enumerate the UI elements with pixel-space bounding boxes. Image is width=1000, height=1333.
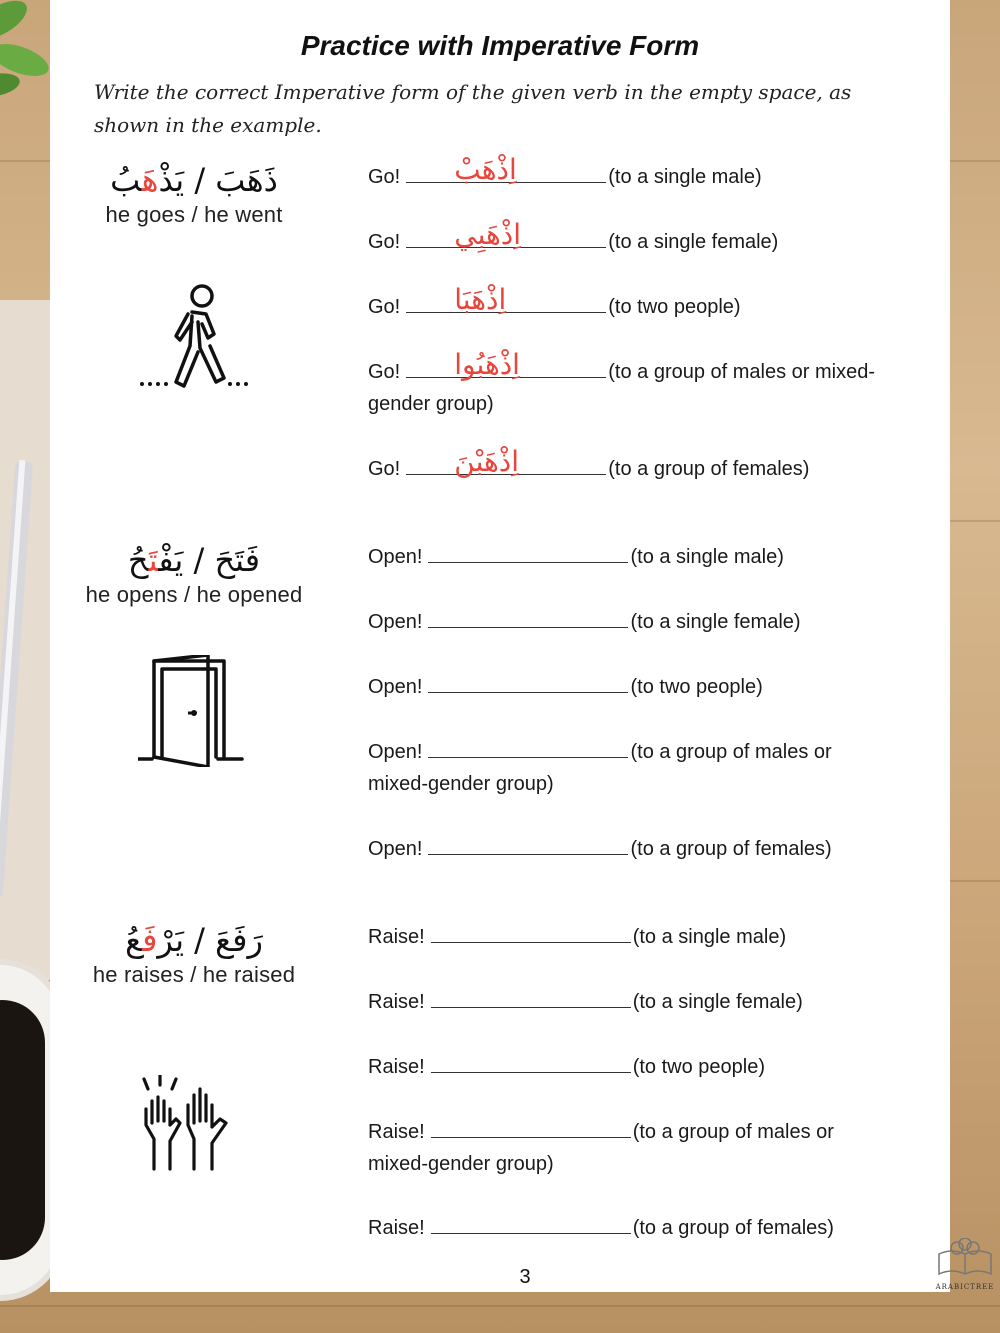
row-note: (to a group of females)	[630, 838, 832, 860]
instructions: Write the correct Imperative form of the given verb in the empty space, as shown in the example.	[94, 80, 852, 137]
row-verb: Open!	[368, 676, 423, 698]
row-verb: Go!	[368, 361, 401, 383]
row-note: (to a single female)	[632, 991, 803, 1013]
row-verb: Open!	[368, 838, 423, 860]
page-title: Practice with Imperative Form	[300, 30, 700, 61]
answer-row	[368, 445, 928, 485]
page-number: 3	[519, 1266, 531, 1288]
answer-row	[368, 670, 928, 703]
row-note: (to two people)	[608, 296, 741, 318]
row-verb: Raise!	[368, 991, 425, 1013]
row-note: (to a group of females)	[632, 1217, 834, 1239]
row-verb: Open!	[368, 611, 423, 633]
row-note: (to a single female)	[630, 611, 801, 633]
answer-blank[interactable]	[428, 832, 628, 855]
verb-block-open	[64, 540, 324, 608]
answer-row	[368, 283, 928, 323]
answer-row	[368, 540, 928, 573]
verb-english: he opens / he opened	[85, 582, 303, 607]
row-note: (to a group of males or	[632, 1121, 834, 1143]
answer-row	[368, 1115, 928, 1180]
answer-row	[368, 985, 928, 1018]
answer-blank[interactable]	[428, 735, 628, 758]
row-note: (to a group of males or mixed-	[608, 361, 876, 383]
answer-blank[interactable]	[431, 1050, 631, 1073]
arabictree-logo	[930, 1238, 1000, 1292]
answer-row	[368, 735, 928, 800]
answer-text: اِذْهَبَا	[454, 283, 507, 316]
answer-blank[interactable]	[431, 1115, 631, 1138]
answer-text: اِذْهَبْنَ	[454, 445, 520, 478]
verb-english: he goes / he went	[105, 202, 283, 227]
answer-blank[interactable]	[406, 283, 606, 316]
answer-row	[368, 1050, 928, 1083]
answer-text: اِذْهَبِي	[454, 218, 522, 251]
answer-blank[interactable]	[428, 605, 628, 628]
answer-row	[368, 832, 928, 865]
answer-row	[368, 920, 928, 953]
row-note: (to a group of females)	[608, 458, 810, 480]
answer-blank[interactable]	[428, 670, 628, 693]
raised-hands-icon	[136, 1075, 236, 1171]
row-note: (to two people)	[632, 1056, 765, 1078]
worksheet-page	[50, 0, 995, 1292]
row-verb: Open!	[368, 546, 423, 568]
row-note: (to a group of males or	[630, 741, 832, 763]
row-note: (to a single male)	[630, 546, 784, 568]
answer-blank[interactable]	[406, 348, 606, 381]
verb-block-go	[64, 160, 324, 228]
verb-arabic: فَتَحَ / يَفْتَحُ	[127, 541, 261, 579]
answer-blank[interactable]	[406, 153, 606, 186]
answer-row	[368, 153, 928, 193]
answer-text: اِذْهَبْ	[454, 153, 517, 186]
answer-row	[368, 605, 928, 638]
row-verb: Raise!	[368, 1056, 425, 1078]
row-note: (to two people)	[630, 676, 763, 698]
answer-blank[interactable]	[431, 1211, 631, 1234]
row-note-continued: gender group)	[368, 393, 494, 415]
answer-blank[interactable]	[431, 920, 631, 943]
row-verb: Go!	[368, 458, 401, 480]
row-verb: Open!	[368, 741, 423, 763]
answer-blank[interactable]	[406, 445, 606, 478]
answer-row	[368, 348, 928, 420]
row-verb: Raise!	[368, 1121, 425, 1143]
row-note: (to a single female)	[608, 231, 779, 253]
row-verb: Go!	[368, 166, 401, 188]
row-note: (to a single male)	[608, 166, 762, 188]
logo-text: ARABICTREE	[935, 1283, 995, 1291]
answer-row	[368, 1211, 928, 1244]
tree-book-icon	[935, 1238, 995, 1278]
answer-blank[interactable]	[406, 218, 606, 251]
answer-row	[368, 218, 928, 258]
row-verb: Raise!	[368, 1217, 425, 1239]
row-verb: Go!	[368, 296, 401, 318]
row-note: (to a single male)	[632, 926, 787, 948]
answer-text: اِذْهَبُوا	[454, 348, 520, 381]
verb-block-raise	[64, 920, 324, 988]
row-note-continued: mixed-gender group)	[368, 773, 554, 795]
verb-arabic: ذَهَبَ / يَذْهَبُ	[110, 161, 278, 199]
answer-blank[interactable]	[431, 985, 631, 1008]
row-verb: Go!	[368, 231, 401, 253]
verb-english: he raises / he raised	[92, 962, 296, 987]
wood-grain	[0, 1305, 1000, 1307]
answer-blank[interactable]	[428, 540, 628, 563]
row-verb: Raise!	[368, 926, 425, 948]
coffee-decoration	[0, 1000, 45, 1260]
open-door-icon	[138, 655, 244, 767]
verb-arabic: رَفَعَ / يَرْفَعُ	[125, 921, 263, 959]
row-note-continued: mixed-gender group)	[368, 1153, 554, 1175]
walking-person-icon	[136, 282, 248, 392]
